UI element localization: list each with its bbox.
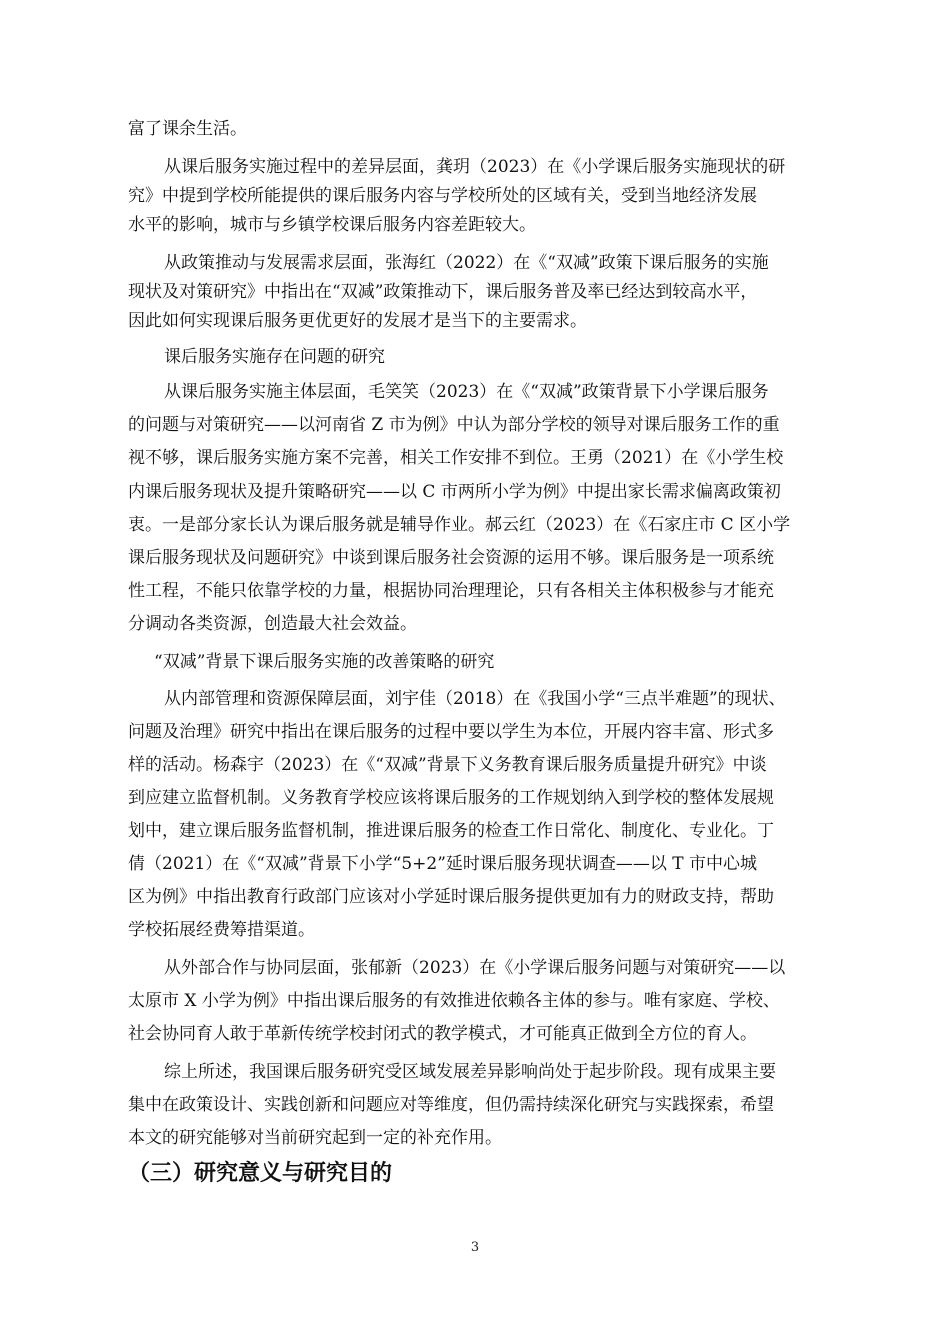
text-line: 从课后服务实施主体层面，毛笑笑（2023）在《“双减”政策背景下小学课后服务	[164, 382, 769, 402]
text-line: “双减”背景下课后服务实施的改善策略的研究	[154, 652, 495, 672]
text-line: 从外部合作与协同层面，张郁新（2023）在《小学课后服务问题与对策研究——以	[164, 958, 786, 978]
section-heading: （三）研究意义与研究目的	[128, 1161, 393, 1186]
text-line: 从政策推动与发展需求层面，张海红（2022）在《“双减”政策下课后服务的实施	[164, 253, 769, 273]
text-line: 从课后服务实施过程中的差异层面，龚玥（2023）在《小学课后服务实施现状的研	[164, 157, 786, 177]
text-line: 衷。一是部分家长认为课后服务就是辅导作业。郝云红（2023）在《石家庄市 C 区小学	[128, 515, 791, 535]
text-line: 分调动各类资源，创造最大社会效益。	[128, 614, 417, 634]
text-line: 的问题与对策研究——以河南省 Z 市为例》中认为部分学校的领导对课后服务工作的重	[128, 415, 780, 435]
text-line: 样的活动。杨森宇（2023）在《“双减”背景下义务教育课后服务质量提升研究》中谈	[128, 755, 767, 775]
text-line: 视不够，课后服务实施方案不完善，相关工作安排不到位。王勇（2021）在《小学生校	[128, 448, 784, 468]
text-line: 太原市 X 小学为例》中指出课后服务的有效推进依赖各主体的参与。唯有家庭、学校、	[128, 991, 780, 1011]
text-line: 因此如何实现课后服务更优更好的发展才是当下的主要需求。	[128, 311, 587, 331]
text-line: 倩（2021）在《“双减”背景下小学“5+2”延时课后服务现状调查——以 T 市中心城	[128, 854, 758, 874]
text-line: 到应建立监督机制。义务教育学校应该将课后服务的工作规划纳入到学校的整体发展规	[128, 788, 774, 808]
text-line: 水平的影响，城市与乡镇学校课后服务内容差距较大。	[128, 215, 536, 235]
text-line: 现状及对策研究》中指出在“双减”政策推动下，课后服务普及率已经达到较高水平，	[128, 282, 758, 302]
text-line: 社会协同育人敢于革新传统学校封闭式的教学模式，才可能真正做到全方位的育人。	[128, 1024, 757, 1044]
text-line: 综上所述，我国课后服务研究受区域发展差异影响尚处于起步阶段。现有成果主要	[164, 1062, 776, 1082]
text-line: 学校拓展经费筹措渠道。	[128, 920, 315, 940]
text-line: 富了课余生活。	[128, 119, 247, 139]
text-line: 内课后服务现状及提升策略研究——以 C 市两所小学为例》中提出家长需求偏离政策初	[128, 482, 781, 502]
text-line: 课后服务现状及问题研究》中谈到课后服务社会资源的运用不够。课后服务是一项系统	[128, 548, 774, 568]
text-line: 究》中提到学校所能提供的课后服务内容与学校所处的区域有关，受到当地经济发展	[128, 186, 757, 206]
text-line: 问题及治理》研究中指出在课后服务的过程中要以学生为本位，开展内容丰富、形式多	[128, 722, 774, 742]
text-line: 从内部管理和资源保障层面，刘宇佳（2018）在《我国小学“三点半难题”的现状、	[164, 689, 786, 709]
page-number: 3	[470, 1240, 480, 1255]
text-line: 划中，建立课后服务监督机制，推进课后服务的检查工作日常化、制度化、专业化。丁	[128, 821, 774, 841]
text-line: 本文的研究能够对当前研究起到一定的补充作用。	[128, 1128, 502, 1148]
text-line: 集中在政策设计、实践创新和问题应对等维度，但仍需持续深化研究与实践探索，希望	[128, 1095, 774, 1115]
text-line: 性工程，不能只依靠学校的力量，根据协同治理理论，只有各相关主体积极参与才能充	[128, 581, 774, 601]
text-line: 课后服务实施存在问题的研究	[164, 347, 385, 367]
text-line: 区为例》中指出教育行政部门应该对小学延时课后服务提供更加有力的财政支持，帮助	[128, 887, 774, 907]
